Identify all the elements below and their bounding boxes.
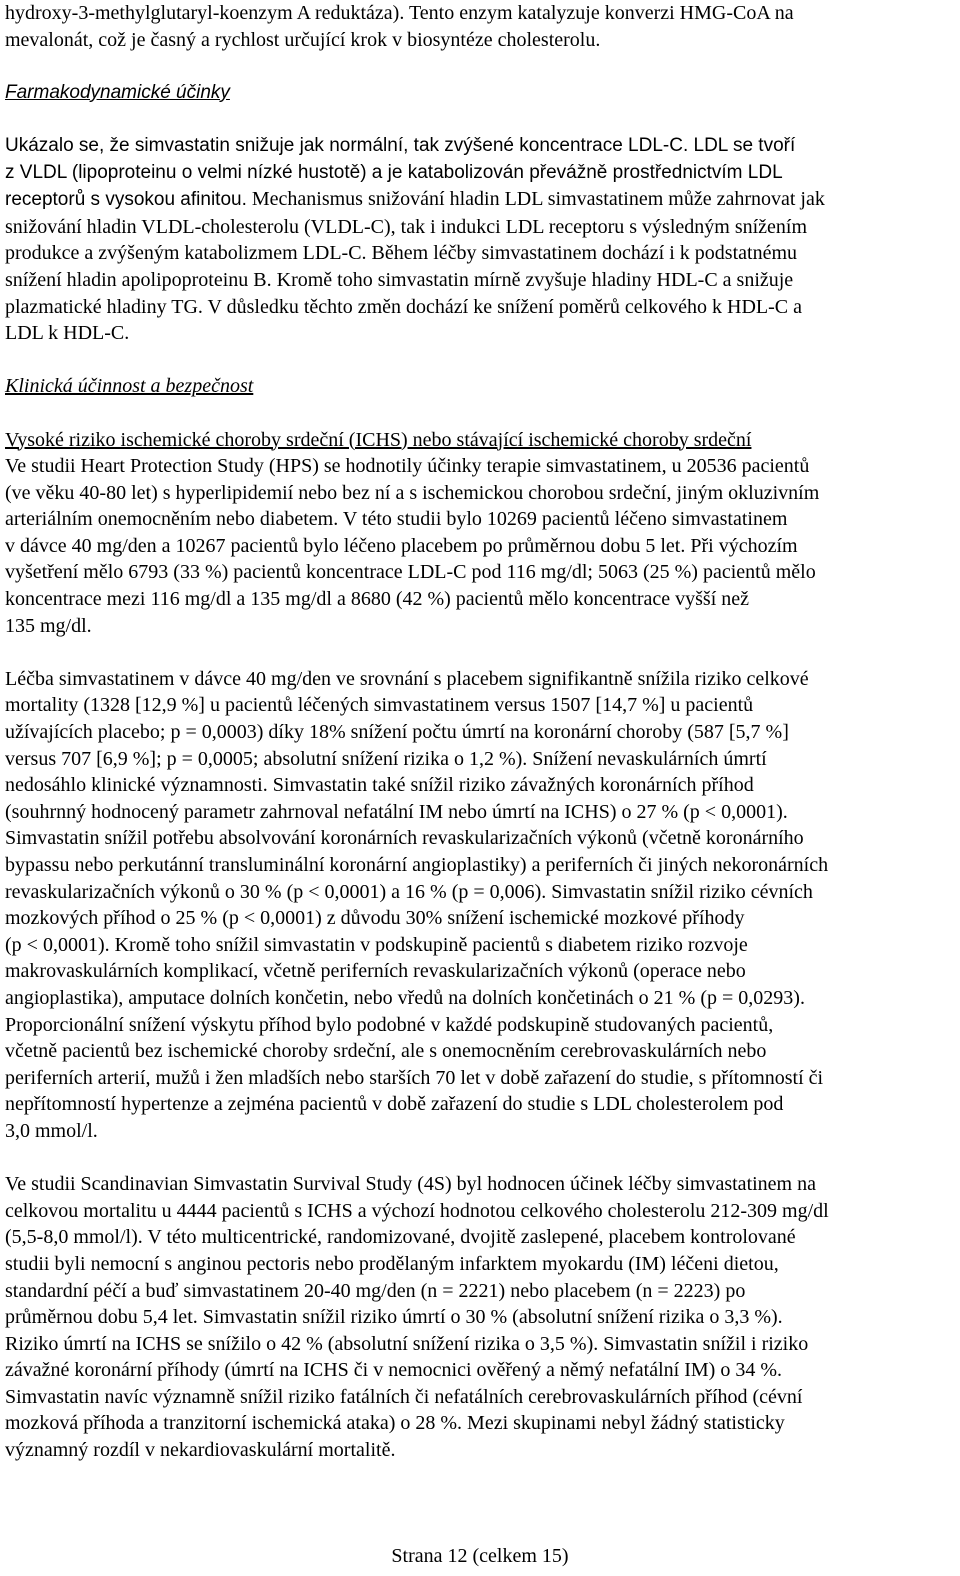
text-line: koncentrace mezi 116 mg/dl a 135 mg/dl a 8680 (42 %) pacientů mělo koncentrace vyšší než [5, 588, 750, 611]
text-line: Léčba simvastatinem v dávce 40 mg/den ve srovnání s placebem signifikantně snížila riziko celkové [5, 667, 809, 690]
text-line: (ve věku 40-80 let) s hyperlipidemií nebo bez ní a s ischemickou chorobou srdeční, jiným okluzivním [5, 481, 820, 504]
section-heading-pharmacodynamics: Farmakodynamické účinky [5, 81, 230, 103]
text-line: mevalonát, což je časný a rychlost určující krok v biosyntéze cholesterolu. [5, 28, 601, 51]
text-line: versus 707 [6,9 %]; p = 0,0005; absolutní snížení rizika o 1,2 %). Snížení nevaskulárních úmrtí [5, 747, 767, 770]
text-line: průměrnou dobu 5,4 let. Simvastatin snížil riziko úmrtí o 30 % (absolutní snížení rizika o 3,3 %). [5, 1306, 783, 1329]
page-number-label: Strana 12 (celkem 15) [391, 1545, 569, 1567]
document-page [5, 0, 955, 1464]
text-line: v dávce 40 mg/den a 10267 pacientů bylo léčeno placebem po průměrnou dobu 5 let. Při výchozím [5, 534, 798, 557]
text-line: angioplastika), amputace dolních končetin, nebo vředů na dolních končetinách o 21 % (p = 0,0293). [5, 986, 805, 1009]
text-line: závažné koronární příhody (úmrtí na ICHS či v nemocnici ověřený a němý nefatální IM) o 34 %. [5, 1359, 782, 1382]
paragraph-hps [5, 453, 955, 639]
text-line: mortality (1328 [12,9 %] u pacientů léčených simvastatinem versus 1507 [14,7 %] u pacientů [5, 694, 754, 717]
text-line: snižování hladin VLDL-cholesterolu (VLDL-C), tak i indukci LDL receptoru s výsledným snížením [5, 215, 808, 238]
page-footer [0, 1543, 960, 1569]
text-line: (souhrnný hodnocený parametr zahrnoval nefatální IM nebo úmrtí na ICHS) o 27 % (p < 0,0001). [5, 800, 788, 823]
text-line: Ve studii Heart Protection Study (HPS) se hodnotily účinky terapie simvastatinem, u 20536 pacientů [5, 455, 810, 478]
text-line: Simvastatin navíc významně snížil riziko fatálních či nefatálních cerebrovaskulárních příhod (cévní [5, 1385, 803, 1408]
paragraph-hps-results [5, 666, 955, 1145]
efficacy-section [5, 373, 955, 1463]
text-line: snížení hladin apolipoproteinu B. Kromě toho simvastatin mírně zvyšuje hladiny HDL-C a snižuje [5, 268, 794, 291]
text-line: vyšetření mělo 6793 (33 %) pacientů koncentrace LDL-C pod 116 mg/dl; 5063 (25 %) pacientů mělo [5, 561, 816, 584]
text-line: revaskularizačních výkonů o 30 % (p < 0,0001) a 16 % (p = 0,006). Simvastatin snížil riziko cévních [5, 880, 813, 903]
text-line: bypassu nebo perkutánní transluminální koronární angioplastiky) a periferních či jiných nekoronárních [5, 854, 829, 876]
text-line: (p < 0,0001). Kromě toho snížil simvastatin v podskupině pacientů s diabetem riziko rozvoje [5, 933, 748, 956]
text-line: plazmatické hladiny TG. V důsledku těchto změn dochází ke snížení poměrů celkového k HDL-C a [5, 295, 802, 318]
text-line: nepřítomností hypertenze a zejména pacientů v době zařazení do studie s LDL cholesterolem pod [5, 1093, 784, 1116]
text-line: 3,0 mmol/l. [5, 1119, 98, 1142]
text-line: standardní péčí a buď simvastatinem 20-40 mg/den (n = 2221) nebo placebem (n = 2223) po [5, 1279, 746, 1302]
text-line: Simvastatin snížil potřebu absolvování koronárních revaskularizačních výkonů (včetně koronárního [5, 827, 804, 850]
text-line: Ve studii Scandinavian Simvastatin Survival Study (4S) byl hodnocen účinek léčby simvastatinem na [5, 1173, 816, 1196]
text-line: LDL k HDL-C. [5, 322, 130, 345]
text-line: z VLDL (lipoproteinu o velmi nízké hustotě) a je katabolizován převážně prostřednictvím LDL [5, 161, 783, 183]
text-line: nedosáhlo klinické významnosti. Simvastatin také snížil riziko závažných koronárních příhod [5, 774, 754, 797]
text-line: receptorů s vysokou afinitou. Mechanismus snižování hladin LDL simvastatinem může zahrnovat jak [5, 188, 825, 211]
text-line: mozková příhoda a tranzitorní ischemická ataka) o 28 %. Mezi skupinami nebyl žádný statisticky [5, 1412, 785, 1435]
text-line: Proporcionální snížení výskytu příhod bylo podobné v každé podskupině studovaných pacientů, [5, 1013, 774, 1036]
text-line: užívajících placebo; p = 0,0003) díky 18% snížení počtu úmrtí na koronární choroby (587 [5,7 %] [5, 721, 789, 744]
text-line: (5,5-8,0 mmol/l). V této multicentrické, randomizované, dvojitě zaslepené, placebem kontrolované [5, 1226, 796, 1249]
text-line: včetně pacientů bez ischemické choroby srdeční, ale s onemocněním cerebrovaskulárních nebo [5, 1040, 767, 1063]
paragraph-4s [5, 1171, 955, 1464]
text-line: 135 mg/dl. [5, 614, 92, 637]
text-line: celkovou mortalitu u 4444 pacientů s ICHS a výchozí hodnotou celkového cholesterolu 212-309 mg/dl [5, 1199, 829, 1222]
text-line: významný rozdíl v nekardiovaskulární mortalitě. [5, 1439, 396, 1462]
text-line: mozkových příhod o 25 % (p < 0,0001) z důvodu 30% snížení ischemické mozkové příhody [5, 907, 745, 930]
subsection-heading: Vysoké riziko ischemické choroby srdeční (ICHS) nebo stávající ischemické choroby srdeční [5, 428, 752, 451]
text-line: makrovaskulárních komplikací, včetně periferních revaskularizačních výkonů (operace nebo [5, 960, 746, 983]
text-line: periferních arterií, mužů i žen mladších nebo starších 70 let v době zařazení do studie, s přítomností či [5, 1066, 824, 1089]
text-line: studii byli nemocní s anginou pectoris nebo prodělaným infarktem myokardu (IM) léčeni dietou, [5, 1252, 779, 1275]
section-heading-efficacy: Klinická účinnost a bezpečnost [5, 375, 254, 398]
text-line: produkce a zvýšeným katabolizmem LDL-C. Během léčby simvastatinem dochází i k podstatnému [5, 242, 798, 265]
text-line: Ukázalo se, že simvastatin snižuje jak normální, tak zvýšené koncentrace LDL-C. LDL se tvoří [5, 134, 796, 156]
text-line: Riziko úmrtí na ICHS se snížilo o 42 % (absolutní snížení rizika o 3,5 %). Simvastatin snížil i riziko [5, 1332, 809, 1355]
text-line: hydroxy-3-methylglutaryl-koenzym A reduktáza). Tento enzym katalyzuje konverzi HMG-CoA na [5, 2, 794, 24]
intro-paragraph [5, 0, 955, 53]
pharmacodynamics-section [5, 80, 955, 347]
text-line: arteriálním onemocněním nebo diabetem. V této studii bylo 10269 pacientů léčeno simvastatinem [5, 508, 788, 531]
